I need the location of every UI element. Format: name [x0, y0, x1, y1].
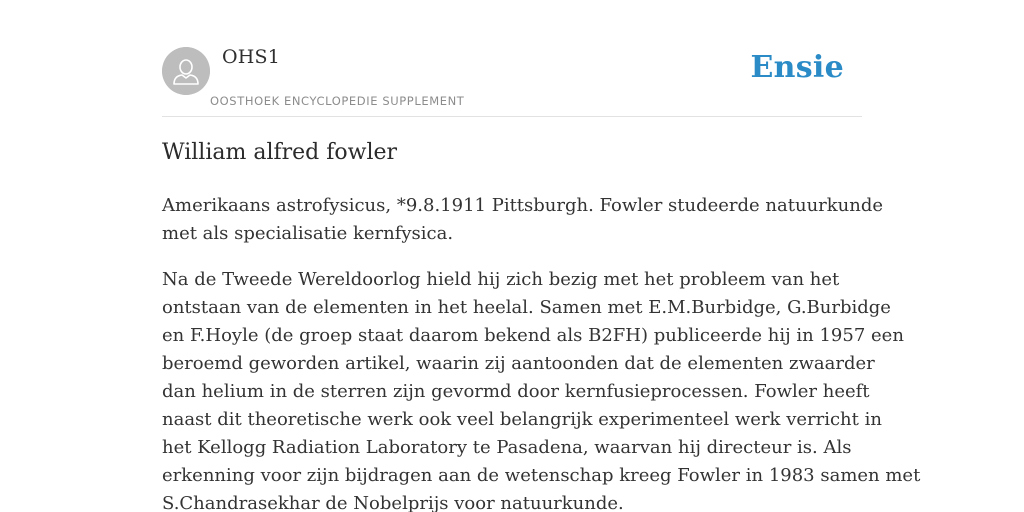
- text-line: naast dit theoretische werk ook veel belangrijk experimenteel werk verricht in: [162, 409, 882, 430]
- paragraph-1: [162, 192, 884, 248]
- avatar[interactable]: [162, 47, 210, 95]
- user-icon: [162, 47, 210, 95]
- text-line: S.Chandrasekhar de Nobelprijs voor natuurkunde.: [162, 493, 624, 512]
- article-title: William alfred fowler: [162, 140, 398, 165]
- text-line: erkenning voor zijn bijdragen aan de wetenschap kreeg Fowler in 1983 samen met: [162, 465, 921, 486]
- text-line: en F.Hoyle (de groep staat daarom bekend als B2FH) publiceerde hij in 1957 een: [162, 325, 904, 346]
- text-line: Amerikaans astrofysicus, *9.8.1911 Pittsburgh. Fowler studeerde natuurkunde: [162, 195, 884, 216]
- source-subtitle: OOSTHOEK ENCYCLOPEDIE SUPPLEMENT: [210, 94, 465, 108]
- text-line: Na de Tweede Wereldoorlog hield hij zich bezig met het probleem van het: [162, 269, 840, 290]
- paragraph-2: [162, 266, 921, 512]
- article-container: [162, 0, 921, 512]
- text-line: het Kellogg Radiation Laboratory te Pasadena, waarvan hij directeur is. Als: [162, 437, 852, 458]
- header: [162, 0, 862, 117]
- article-body: [162, 192, 921, 512]
- text-line: dan helium in de sterren zijn gevormd door kernfusieprocessen. Fowler heeft: [162, 381, 870, 402]
- brand-logo[interactable]: Ensie: [750, 50, 844, 85]
- text-line: ontstaan van de elementen in het heelal. Samen met E.M.Burbidge, G.Burbidge: [162, 297, 891, 318]
- text-line: met als specialisatie kernfysica.: [162, 223, 454, 244]
- source-name-link[interactable]: OHS1: [222, 46, 281, 68]
- text-line: beroemd geworden artikel, waarin zij aantoonden dat de elementen zwaarder: [162, 353, 875, 374]
